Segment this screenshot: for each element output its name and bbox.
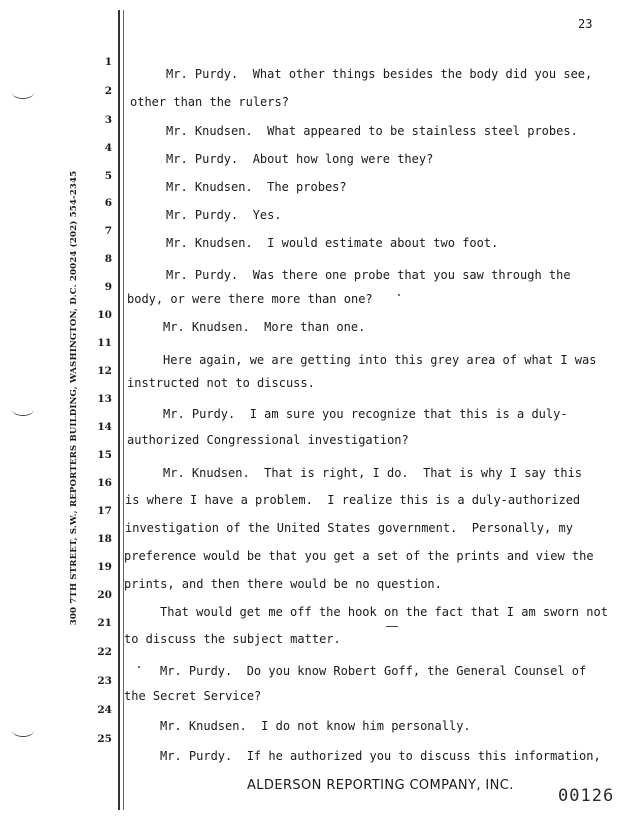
transcript-line: the Secret Service? [124,689,262,703]
transcript-line: Mr. Knudsen. More than one. [163,320,366,334]
stray-pen-mark [386,626,398,627]
transcript-line: prints, and then there would be no question. [124,577,442,591]
line-number: 2 [104,85,112,97]
line-number: 15 [97,449,112,461]
transcript-line: Mr. Purdy. Was there one probe that you saw through the [166,268,571,282]
transcript-line: instructed not to discuss. [127,376,315,390]
line-number: 24 [97,704,112,716]
transcript-line: Here again, we are getting into this grey area of what I was [163,353,597,367]
line-number: 13 [97,393,112,405]
line-number: 23 [97,675,112,687]
line-number: 17 [97,505,112,517]
transcript-line: That would get me off the hook on the fact that I am sworn not [160,605,608,619]
line-number: 25 [97,733,112,745]
line-number: 6 [104,197,112,209]
line-number: 19 [97,561,112,573]
line-number: 12 [97,365,112,377]
line-number: 10 [97,309,112,321]
line-number: 1 [104,56,112,68]
transcript-line: Mr. Purdy. I am sure you recognize that this is a duly- [163,407,568,421]
line-number: 21 [97,617,112,629]
line-number: 8 [104,253,112,265]
reporting-company-footer: ALDERSON REPORTING COMPANY, INC. [247,778,514,793]
transcript-line: Mr. Knudsen. That is right, I do. That is why I say this [163,466,583,480]
line-number: 4 [104,142,112,154]
binder-hole-mark [12,86,34,99]
binder-hole-mark [12,724,34,737]
transcript-line: Mr. Purdy. About how long were they? [166,152,434,166]
transcript-line: Mr. Purdy. Do you know Robert Goff, the General Counsel of [160,664,587,678]
page-number: 23 [578,17,593,31]
transcript-line: Mr. Knudsen. I would estimate about two foot. [166,236,499,250]
line-number: 14 [97,421,112,433]
line-number: 3 [104,114,112,126]
line-number: 11 [97,337,112,349]
transcript-line: other than the rulers? [130,95,289,109]
line-number: 18 [97,533,112,545]
transcript-line: investigation of the United States government. Personally, my [125,521,573,535]
transcript-line: authorized Congressional investigation? [127,433,409,447]
binder-hole-mark [12,403,34,416]
bates-number: 00126 [558,786,615,806]
line-number: 7 [104,225,112,237]
transcript-line: Mr. Purdy. If he authorized you to discuss this information, [160,749,601,763]
stray-pen-mark [138,666,140,668]
transcript-line: to discuss the subject matter. [124,632,341,646]
line-number: 22 [97,646,112,658]
stray-pen-mark [398,294,400,296]
transcript-line: Mr. Knudsen. I do not know him personally. [160,719,471,733]
transcript-line: Mr. Knudsen. The probes? [166,180,347,194]
transcript-line: is where I have a problem. I realize this is a duly-authorized [125,493,581,507]
line-number: 9 [104,281,112,293]
transcript-line: preference would be that you get a set of the prints and view the [124,549,594,563]
transcript-line: Mr. Knudsen. What appeared to be stainless steel probes. [166,124,578,138]
line-number: 16 [97,477,112,489]
reporter-address-caption: 300 7TH STREET, S.W., REPORTERS BUILDING, WASHINGTON, D.C. 20024 (202) 554-2345 [69,170,79,626]
transcript-line: body, or were there more than one? [127,292,373,306]
transcript-line: Mr. Purdy. Yes. [166,208,282,222]
line-number: 20 [97,589,112,601]
transcript-line: Mr. Purdy. What other things besides the body did you see, [166,67,593,81]
line-number: 5 [104,170,112,182]
